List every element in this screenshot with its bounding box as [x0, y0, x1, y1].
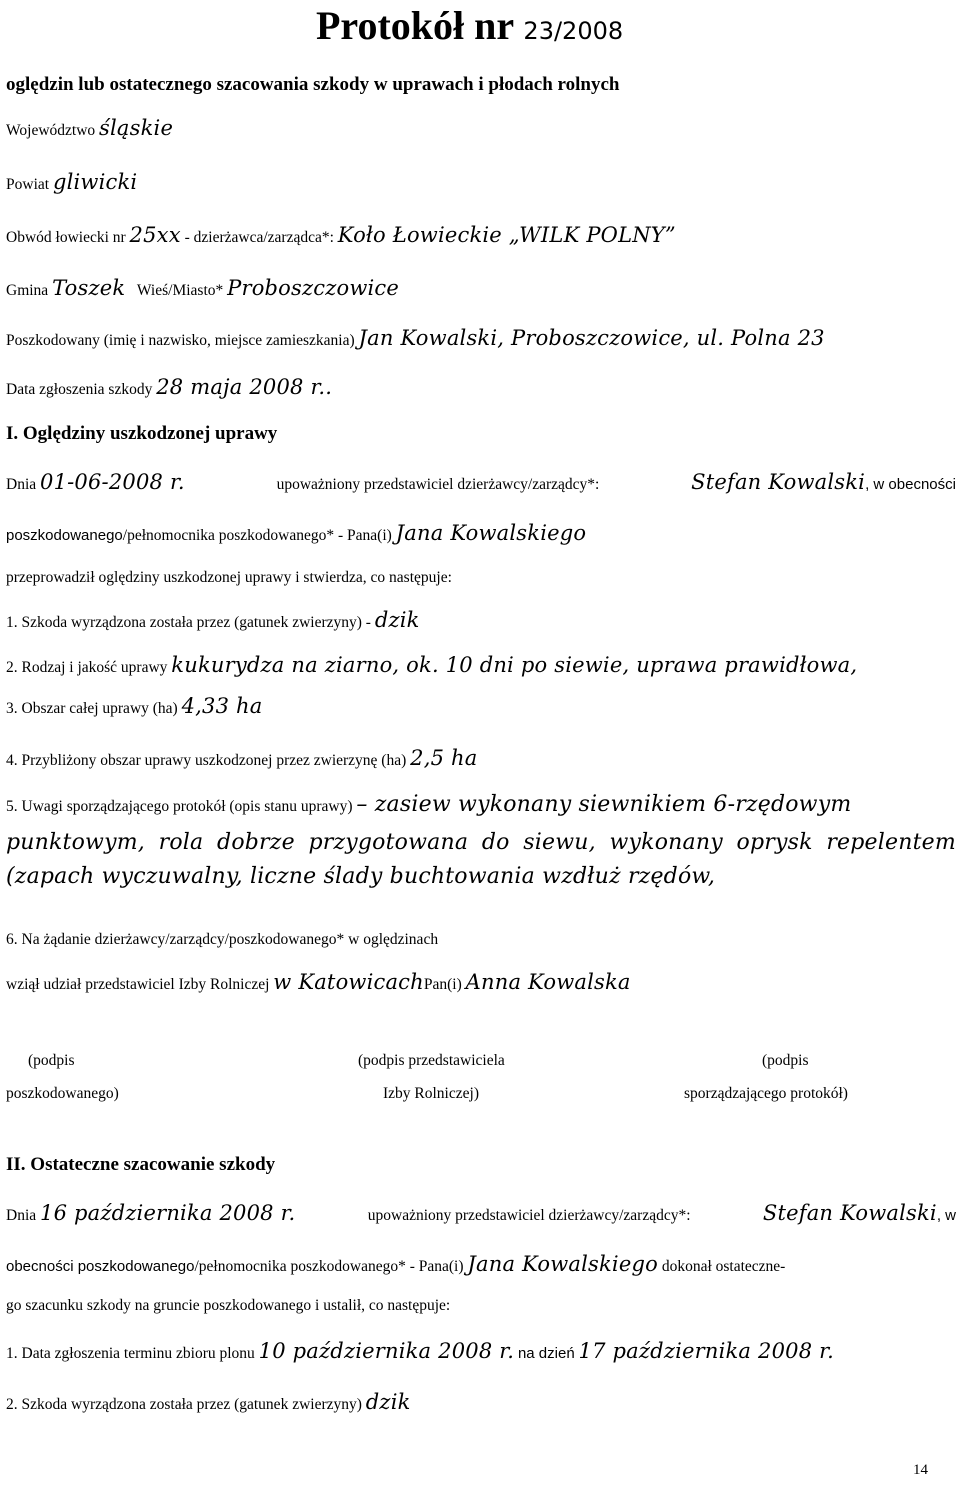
item5-word: oprysk	[736, 830, 813, 855]
powiat-row	[6, 172, 137, 193]
signature-3-line1: (podpis	[762, 1052, 809, 1069]
gmina-row	[6, 278, 399, 299]
item1-label: 1. Szkoda wyrządzona została przez (gatunek zwierzyny) -	[6, 614, 371, 631]
wies-label: Wieś/Miasto*	[136, 282, 224, 299]
section2-item1-row	[6, 1341, 834, 1362]
item5-word: dobrze	[217, 830, 295, 855]
powiat-value: gliwicki	[52, 170, 138, 194]
przedstawiciel2-name: Stefan Kowalski	[762, 1201, 937, 1225]
upowazniony2-text: upoważniony przedstawiciel dzierżawcy/zarządcy*:	[367, 1207, 691, 1224]
w-text: , w	[936, 1207, 956, 1224]
pan2-name: Jana Kowalskiego	[467, 1252, 658, 1276]
dnia-label: Dnia	[6, 476, 37, 493]
item5-line1: – zasiew wykonany siewnikiem 6-rzędowym	[356, 792, 852, 817]
page-title	[316, 2, 623, 49]
item1-row	[6, 610, 420, 631]
data-zgloszenia-label: Data zgłoszenia szkody	[6, 381, 153, 398]
item6b-row	[6, 972, 631, 993]
obecnosci2-row	[6, 1254, 785, 1275]
section2-item2-label: 2. Szkoda wyrządzona została przez (gatunek zwierzyny)	[6, 1396, 362, 1413]
item3-value: 4,33 ha	[181, 694, 263, 718]
wojewodztwo-row	[6, 118, 173, 139]
section2-item2-value: dzik	[365, 1390, 411, 1414]
page-number: 14	[913, 1462, 928, 1478]
item1-value: dzik	[374, 608, 420, 632]
przeprowadzil-text: przeprowadził oględziny uszkodzonej uprawy i stwierdza, co następuje:	[6, 569, 452, 586]
wojewodztwo-label: Województwo	[6, 122, 96, 139]
poszkodowany-row	[6, 328, 825, 349]
item5-word: repelentem	[826, 830, 956, 855]
obwod-value: 25xx	[129, 223, 181, 247]
item3-label: 3. Obszar całej uprawy (ha)	[6, 700, 178, 717]
item5-label: 5. Uwagi sporządzającego protokół (opis stanu uprawy)	[6, 798, 353, 815]
dnia2-value: 16 października 2008 r.	[40, 1201, 296, 1225]
data-zgloszenia-value: 28 maja 2008 r..	[156, 375, 333, 399]
item5-word: punktowym,	[6, 830, 145, 855]
obwod-row	[6, 225, 676, 246]
item6-label: 6. Na żądanie dzierżawcy/zarządcy/poszkodowanego* w oględzinach	[6, 931, 439, 948]
szacunku-text: go szacunku szkody na gruncie poszkodowanego i ustalił, co następuje:	[6, 1297, 451, 1314]
signature-2-line2: Izby Rolniczej)	[383, 1085, 479, 1102]
protocol-number: 23/2008	[523, 17, 624, 45]
signature-1-line2: poszkodowanego)	[6, 1085, 119, 1102]
section2-heading: II. Ostateczne szacowanie szkody	[6, 1154, 276, 1175]
section1-heading: I. Oględziny uszkodzonej uprawy	[6, 423, 278, 444]
poszkodowany-value: Jan Kowalski, Proboszczowice, ul. Polna 23	[358, 326, 825, 350]
section1-dnia-row	[6, 470, 956, 494]
obwod-label: Obwód łowiecki nr	[6, 229, 126, 246]
dnia-value: 01-06-2008 r.	[40, 470, 185, 494]
pelnomocnika-text: /pełnomocnika poszkodowanego* - Pana(i)	[122, 527, 392, 544]
item2-label: 2. Rodzaj i jakość uprawy	[6, 659, 168, 676]
section2-item2-row	[6, 1392, 411, 1413]
section2-item1-value2: 17 października 2008 r.	[578, 1339, 834, 1363]
item5-word: rola	[158, 830, 204, 855]
data-zgloszenia-row	[6, 377, 332, 398]
izba-value: w Katowicach	[273, 970, 424, 994]
gmina-value: Toszek	[52, 276, 126, 300]
item6b-label: wziął udział przedstawiciel Izby Rolniczej	[6, 976, 270, 993]
signature-1-line1: (podpis	[28, 1052, 75, 1069]
item4-label: 4. Przybliżony obszar uprawy uszkodzonej przez zwierzynę (ha)	[6, 752, 407, 769]
subtitle: oględzin lub ostatecznego szacowania szkody w uprawach i płodach rolnych	[6, 74, 620, 95]
przedstawiciel-name: Stefan Kowalski	[691, 470, 866, 494]
signature-2-line1: (podpis przedstawiciela	[358, 1052, 505, 1069]
pelnomocnika2-text: /pełnomocnika poszkodowanego* - Pana(i)	[194, 1258, 464, 1275]
kolo-name: Koło Łowieckie „WILK POLNY”	[337, 223, 676, 247]
section2-item1-value: 10 października 2008 r.	[258, 1339, 515, 1363]
dnia2-label: Dnia	[6, 1207, 37, 1224]
powiat-label: Powiat	[6, 176, 50, 193]
section2-item1-mid: na dzień	[517, 1345, 575, 1362]
poszkodowanego-text: poszkodowanego	[6, 527, 123, 544]
wies-value: Proboszczowice	[227, 276, 400, 300]
item5-word: siewu,	[523, 830, 596, 855]
poszkodowanego-row	[6, 523, 586, 544]
signature-3-line2: sporządzającego protokół)	[684, 1085, 848, 1102]
item3-row	[6, 696, 262, 717]
section2-item1-label: 1. Data zgłoszenia terminu zbioru plonu	[6, 1345, 255, 1362]
wojewodztwo-value: śląskie	[99, 116, 174, 140]
obecnosci2-text: obecności poszkodowanego	[6, 1258, 195, 1275]
item5-line3: (zapach wyczuwalny, liczne ślady buchtowania wzdłuż rzędów,	[6, 864, 716, 889]
obwod-label2: - dzierżawca/zarządca*:	[184, 229, 334, 246]
title-label: Protokół nr	[316, 3, 514, 48]
item5-word: do	[481, 830, 510, 855]
item5-row	[6, 794, 851, 816]
item2-row	[6, 655, 857, 676]
dokonal-text: dokonał ostateczne-	[661, 1258, 786, 1275]
pan-name: Jana Kowalskiego	[395, 521, 587, 545]
upowazniony-text: upoważniony przedstawiciel dzierżawcy/zarządcy*:	[276, 476, 600, 493]
section2-dnia-row	[6, 1201, 956, 1225]
item4-row	[6, 748, 477, 769]
item5-word: przygotowana	[308, 830, 469, 855]
poszkodowany-label: Poszkodowany (imię i nazwisko, miejsce zamieszkania)	[6, 332, 355, 349]
item5-line2	[6, 830, 956, 855]
w-obecnosci-text: , w obecności	[865, 476, 956, 493]
item6b-label2: Pan(i)	[423, 976, 462, 993]
item4-value: 2,5 ha	[410, 746, 478, 770]
izba-person: Anna Kowalska	[465, 970, 631, 994]
item5-word: wykonany	[609, 830, 723, 855]
item2-value: kukurydza na ziarno, ok. 10 dni po siewie, uprawa prawidłowa,	[171, 653, 858, 677]
gmina-label: Gmina	[6, 282, 49, 299]
item5-line3-row	[6, 866, 715, 888]
